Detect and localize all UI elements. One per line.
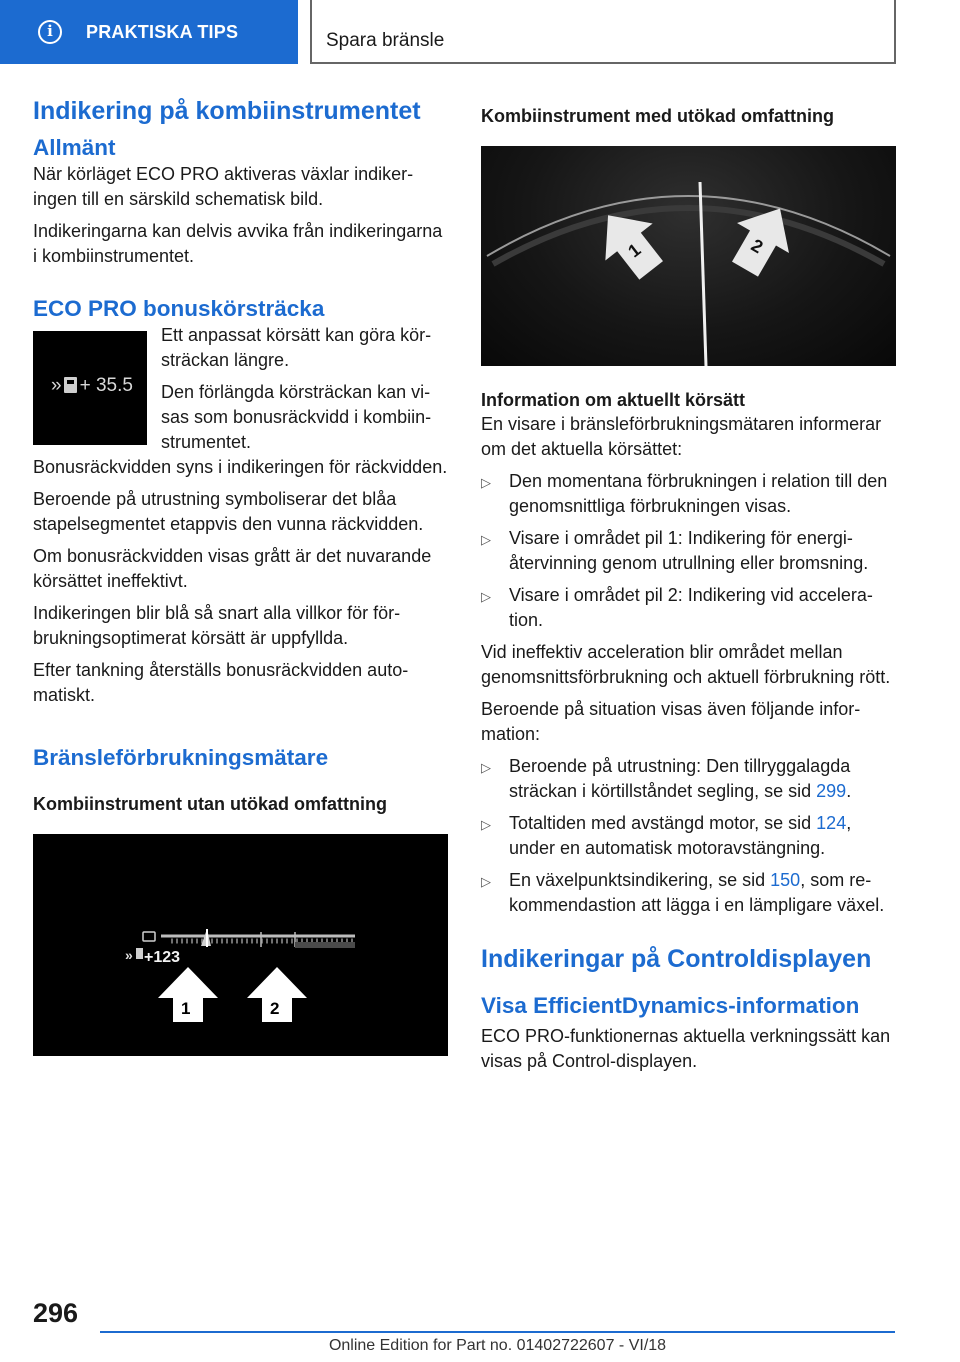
list-item: ▷ Visare i området pil 2: Indikering vid acceleration. [481,585,873,630]
page-link-150[interactable]: 150 [770,870,801,890]
list-item: ▷ Beroende på utrustning: Den tillryggalagda sträckan i körtillståndet segling, se sid 299. [481,756,852,801]
section-title: Spara bränsle [326,30,445,51]
svg-text:1: 1 [181,999,191,1018]
page-link-299[interactable]: 299 [816,781,847,801]
arrow-2 [719,194,806,285]
chevron-right-icon: » [51,375,62,396]
list-item: ▷ Totaltiden med avstängd motor, se sid 124, under en automatisk motoravstängning. [481,813,852,858]
meter-basic-image [33,834,448,1056]
triangle-bullet-icon: ▷ [481,760,491,775]
paragraph: Beroende på situation visas även följande information: [481,699,861,744]
page-link-124[interactable]: 124 [816,813,847,833]
bonus-range-value: +123 [144,949,181,966]
eco-pro-bonus-image [33,331,147,445]
chapter-tab-label: PRAKTISKA TIPS [86,22,239,42]
paragraph: ECO PRO-funktionernas aktuella verkningssätt kan visas på Control-displayen. [481,1026,891,1071]
bullet-list [481,754,897,918]
paragraph: En visare i bränsleförbrukningsmätaren informerar om det aktuella körsättet: [481,414,882,459]
bullet-list [481,469,897,633]
svg-text:1: 1 [624,239,645,262]
paragraph: Ett anpassat körsätt kan göra körsträckan längre. [161,325,432,370]
heading-meter: Bränsleförbrukningsmätare [33,745,329,770]
info-icon: i [38,20,62,44]
paragraph: Om bonusräckvidden visas grått är det nuvarande körsättet ineffektivt. [33,546,432,591]
list-item: ▷ Visare i området pil 1: Indikering för energiåtervinning genom utrullning eller bromsning. [481,528,869,573]
paragraph: Efter tankning återställs bonusräckvidden automatiskt. [33,660,409,705]
chapter-tab [0,0,298,64]
paragraph: Bonusräckvidden syns i indikeringen för räckvidden. [33,457,448,477]
list-item: ▷ En växelpunktsindikering, se sid 150, som rekommendastion att lägga i en lämpligare växel. [481,870,885,915]
heading-allmant: Allmänt [33,135,116,160]
paragraph: Indikeringen blir blå så snart alla villkor för förbrukningsoptimerat körsätt är uppfyllda. [33,603,401,648]
subheading-meter-extended: Kombiinstrument med utökad omfattning [481,106,834,126]
triangle-bullet-icon: ▷ [481,589,491,604]
list-item: ▷ Den momentana förbrukningen i relation till den genomsnittliga förbrukningen visas. [481,471,888,516]
paragraph: Beroende på utrustning symboliserar det blåa stapelsegmentet etappvis den vunna räckvidden. [33,489,424,534]
bonus-range-value: + 35.5 [79,375,133,396]
paragraph: Indikeringarna kan delvis avvika från indikeringarna i kombiinstrumentet. [33,221,443,266]
footer-divider [100,1331,895,1333]
fuel-pump-icon [64,377,77,393]
meter-basic-illustration [33,834,448,1056]
fuel-pump-icon [136,948,143,959]
triangle-bullet-icon: ▷ [481,874,491,889]
page-title: Indikering på kombiinstrumentet [33,97,421,125]
left-column [33,96,448,1056]
paragraph: När körläget ECO PRO aktiveras växlar indikeringen till en särskild schematisk bild. [33,164,414,209]
heading-control-display: Indikeringar på Controldisplayen [481,945,872,973]
subheading-meter-basic: Kombiinstrument utan utökad omfattning [33,794,387,814]
triangle-bullet-icon: ▷ [481,532,491,547]
page-number: 296 [33,1298,79,1328]
triangle-bullet-icon: ▷ [481,817,491,832]
chevron-right-icon: » [125,947,133,963]
meter-extended-illustration [481,146,896,366]
svg-text:2: 2 [270,999,280,1018]
edition-footer: Online Edition for Part no. 01402722607 - VI/18 [328,1337,667,1354]
meter-extended-image [481,146,896,366]
heading-efficientdynamics: Visa EfficientDynamics-information [481,993,860,1018]
svg-text:2: 2 [747,235,767,258]
heading-info: Information om aktuellt körsätt [481,390,746,410]
triangle-bullet-icon: ▷ [481,475,491,490]
eco-pro-display [51,375,133,397]
paragraph: Den förlängda körsträckan kan visas som bonusräckvidd i kombiinstrumentet. [161,382,432,452]
paragraph: Vid ineffektiv acceleration blir området mellan genomsnittsförbrukning och aktuell förbrukning rött. [481,642,891,687]
heading-bonus: ECO PRO bonuskörsträcka [33,296,325,321]
right-column [481,104,897,1074]
